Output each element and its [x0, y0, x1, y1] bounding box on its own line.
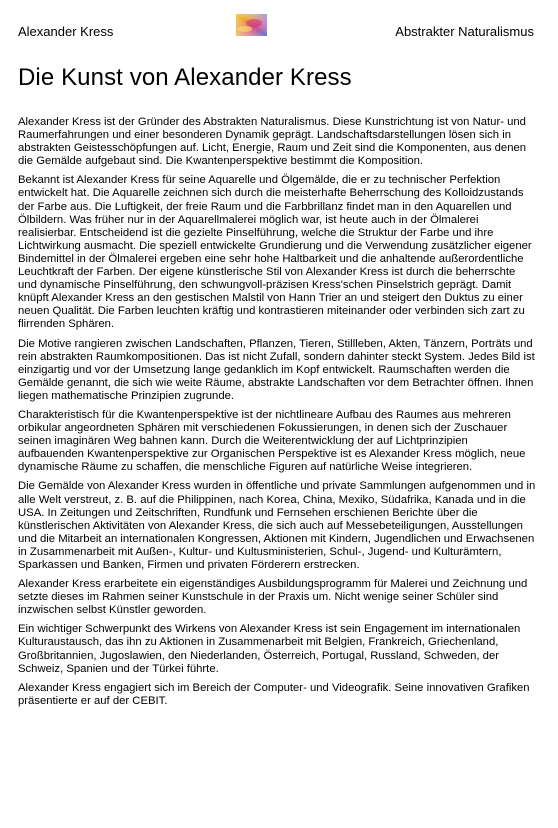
paragraph: Charakteristisch für die Kwantenperspektive ist der nichtlineare Aufbau des Raumes aus mehreren orbikular angeordneten Sphären mit verschiedenen Fokussierungen, in denen sich der Zuschauer seinen imaginären Weg bahnen kann. Durch die Weiterentwicklung der auf Lichtprinzipien aufbauenden Kwantenperspektive zur Organischen Perspektive ist es Alexander Kress möglich, neue dynamische Räume zu schaffen, die menschliche Figuren auf natürliche Weise integrieren.	[18, 408, 526, 474]
paragraph: Alexander Kress erarbeitete ein eigenständiges Ausbildungsprogramm für Malerei und Zeichnung und setzte dieses im Rahmen seiner Kunstschule in der Praxis um. Nicht wenige seiner Schüler sind inzwischen selbst Künstler geworden.	[18, 578, 528, 617]
paragraph: Alexander Kress engagiert sich im Bereich der Computer- und Videografik. Seine innovativen Grafiken präsentierte er auf der CEBIT.	[18, 681, 530, 707]
page-title: Die Kunst von Alexander Kress	[18, 64, 352, 91]
header-artist-name: Alexander Kress	[18, 24, 114, 39]
logo-artwork-icon	[236, 14, 267, 36]
page-header	[0, 0, 558, 62]
paragraph: Die Gemälde von Alexander Kress wurden in öffentliche und private Sammlungen aufgenommen und in alle Welt verstreut, z. B. auf die Philippinen, nach Korea, China, Mexiko, Südafrika, Kanada und in die USA. In Zeitungen und Zeitschriften, Rundfunk und Fernsehen erschienen Berichte über die künstlerischen Aktivitäten von Alexander Kress, die sich auch auf Messebeteiligungen, Ausstellungen und die Mitarbeit an internationalen Kongressen, Aktionen mit Kindern, Jugendlichen und Erwachsenen in Zusammenarbeit mit Außen-, Kultur- und Kultusministerien, Schul-, Jugend- und Kulturämtern, Sparkassen und Banken, Firmen und privaten Förderern erstrecken.	[18, 480, 536, 571]
article-body	[18, 116, 536, 714]
paragraph: Bekannt ist Alexander Kress für seine Aquarelle und Ölgemälde, die er zu technischer Perfektion entwickelt hat. Die Aquarelle zeichnen sich durch die meisterhafte Beherrschung des Kolloidzustands der Farbe aus. Die Luftigkeit, der freie Raum und die Farbbrillanz findet man in den Aquarellen und Ölbildern. Was früher nur in der Aquarellmalerei möglich war, ist heute auch in der Ölmalerei realisierbar. Entscheidend ist die gezielte Pinselführung, welche die Struktur der Farbe und ihre Lichtwirkung ausmacht. Die speziell entwickelte Grundierung und die Verwendung zusätzlicher eigener Bindemittel in der Ölmalerei ergeben eine sehr hohe Haltbarkeit und die anhaltende außerordentliche Leuchtkraft der Farben. Der eigene künstlerische Stil von Alexander Kress ist durch die beherrschte und dynamische Pinselführung, den schwungvoll-präzisen Kress'schen Pinselstrich geprägt. Damit knüpft Alexander Kress an den gestischen Malstil von Hann Trier an und steigert den Duktus zu einer neuen Qualität. Die Farben leuchten kräftig und kontrastieren miteinander oder verbinden sich zart zu flirrenden Sphären.	[18, 174, 532, 331]
paragraph: Die Motive rangieren zwischen Landschaften, Pflanzen, Tieren, Stillleben, Akten, Tänzern, Porträts und rein abstrakten Raumkompositionen. Das ist nicht Zufall, sondern dahinter steckt System. Jedes Bild ist einzigartig und vor der Umsetzung lange gedanklich im Kopf entwickelt. Raumschaften werden die Gemälde genannt, die sich wie weite Räume, abstrakte Landschaften vor dem Betrachter öffnen. Ihnen liegen mathematische Prinzipien zugrunde.	[18, 337, 535, 402]
paragraph: Alexander Kress ist der Gründer des Abstrakten Naturalismus. Diese Kunstrichtung ist von Natur- und Raumerfahrungen und einer besonderen Dynamik geprägt. Landschaftsdarstellungen lösen sich in abstrakten Geistesschöpfungen auf. Licht, Energie, Raum und Zeit sind die Komponenten, aus denen die Gemälde aufgebaut sind. Die Kwantenperspektive bestimmt die Komposition.	[18, 116, 527, 168]
header-art-movement: Abstrakter Naturalismus	[395, 24, 534, 39]
paragraph: Ein wichtiger Schwerpunkt des Wirkens von Alexander Kress ist sein Engagement im internationalen Kulturaustausch, das ihn zu Aktionen in Zusammenarbeit mit Belgien, Frankreich, Griechenland, Großbritannien, Jugoslawien, den Niederlanden, Österreich, Portugal, Russland, Schweden, der Schweiz, Spanien und der Türkei führte.	[18, 623, 521, 675]
